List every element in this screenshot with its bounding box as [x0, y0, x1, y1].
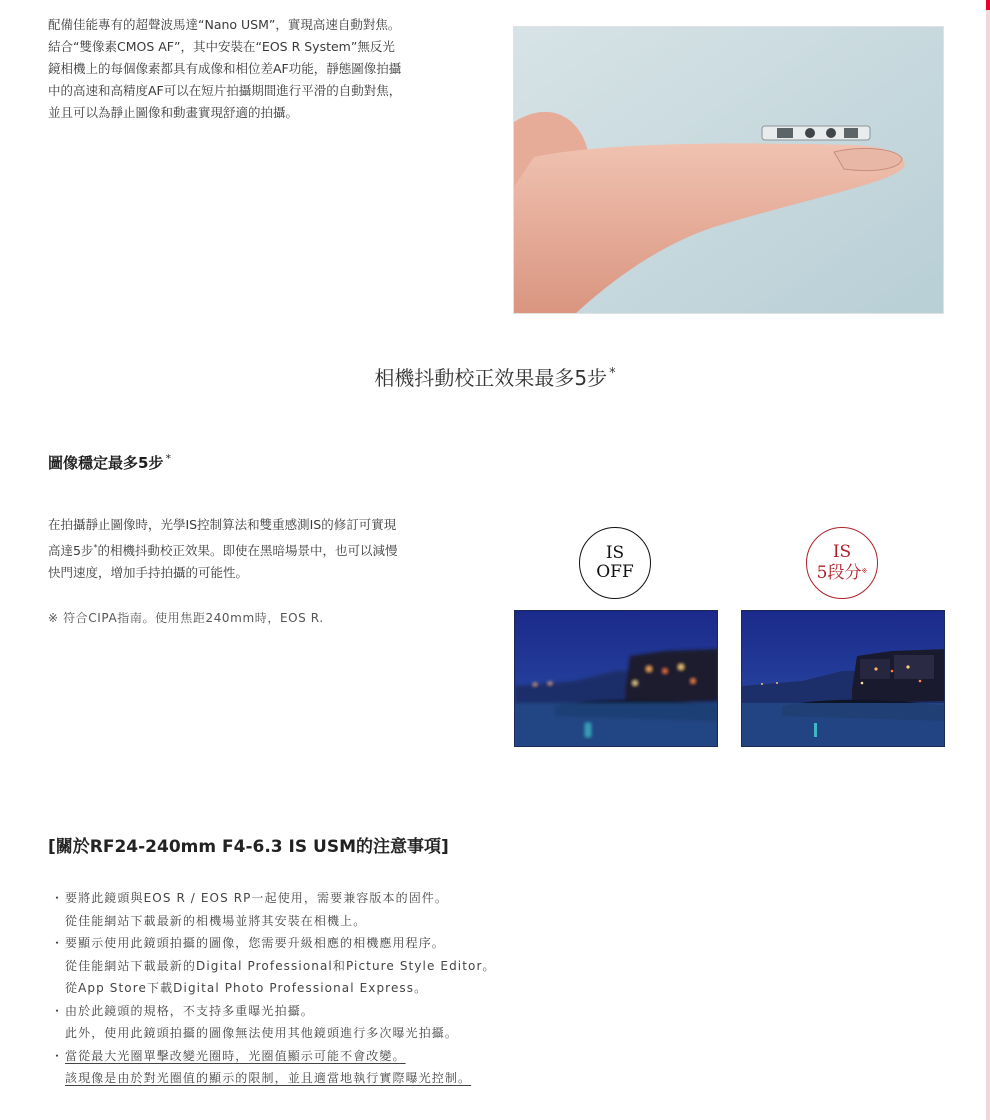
- stabilization-heading: [48, 452, 171, 473]
- note-line: 從佳能網站下載最新的Digital Professional和Picture Style Editor。: [65, 958, 496, 973]
- list-item: [48, 887, 948, 932]
- note-line: 從App Store下載Digital Photo Professional Express。: [65, 981, 428, 995]
- stabilization-heading-text: 圖像穩定最多5步: [48, 454, 164, 472]
- stabilization-line-pre: 高達5步: [48, 542, 94, 558]
- note-line: 要將此鏡頭與EOS R / EOS RP一起使用，需要兼容版本的固件。: [65, 891, 449, 905]
- is-off-badge: [579, 527, 651, 599]
- stabilization-line: 快門速度，增加手持拍攝的可能性。: [48, 565, 249, 580]
- intro-line: 鏡相機上的每個像素都具有成像和相位差AF功能，靜態圖像拍攝: [48, 61, 402, 76]
- stabilization-heading-mark: *: [165, 452, 171, 465]
- nano-usm-finger-photo: [513, 26, 944, 314]
- stabilization-line-post: 的相機抖動校正效果。即使在黑暗場景中，也可以減慢: [97, 542, 398, 558]
- stabilization-line-mark: *: [93, 542, 98, 552]
- note-line: 此外，使用此鏡頭拍攝的圖像無法使用其他鏡頭進行多次曝光拍攝。: [65, 1026, 459, 1040]
- is-on-sample-photo: [741, 610, 945, 747]
- list-item: [48, 932, 948, 1000]
- note-line: 該現像是由於對光圈值的顯示的限制，並且適當地執行實際曝光控制。: [65, 1071, 472, 1085]
- is-on-badge-top: IS: [832, 542, 852, 562]
- intro-line: 中的高速和高精度AF可以在短片拍攝期間進行平滑的自動對焦，: [48, 83, 402, 98]
- stabilization-paragraph: [48, 514, 503, 585]
- notes-list: [48, 887, 948, 1090]
- stabilization-line: 在拍攝靜止圖像時，光學IS控制算法和雙重感測IS的修訂可實現: [48, 517, 397, 532]
- stabilization-line: [48, 537, 503, 563]
- is-on-badge-mark: ※: [861, 567, 868, 575]
- note-line: 當從最大光圈單擊改變光圈時，光圈值顯示可能不會改變。: [65, 1048, 406, 1063]
- intro-line: 配備佳能專有的超聲波馬達“Nano USM”，實現高速自動對焦。: [48, 17, 401, 32]
- is-off-sample-photo: [514, 610, 718, 747]
- section-title-text: 相機抖動校正效果最多5步: [374, 366, 608, 390]
- list-item: [48, 1045, 948, 1090]
- notes-heading: [關於RF24-240mm F4-6.3 IS USM的注意事項]: [48, 837, 449, 857]
- intro-paragraph: [48, 14, 498, 124]
- intro-line: 並且可以為靜止圖像和動畫實現舒適的拍攝。: [48, 105, 299, 120]
- section-title: [0, 362, 990, 391]
- note-line: 要顯示使用此鏡頭拍攝的圖像，您需要升級相應的相機應用程序。: [65, 936, 445, 950]
- bullet-icon: ・: [51, 891, 65, 905]
- is-on-badge-bottom-wrap: [817, 562, 868, 583]
- is-off-badge-top: IS: [605, 543, 625, 563]
- note-line: 由於此鏡頭的規格，不支持多重曝光拍攝。: [65, 1003, 314, 1018]
- cipa-footnote: ※ 符合CIPA指南。使用焦距240mm時，EOS R.: [48, 611, 324, 625]
- list-item: [48, 1000, 948, 1045]
- bullet-icon: ・: [51, 1003, 65, 1018]
- page-edge-accent: [986, 0, 990, 1120]
- is-on-badge-bottom: 5段分: [816, 563, 862, 583]
- bullet-icon: ・: [51, 1048, 65, 1063]
- section-title-mark: *: [609, 366, 616, 381]
- intro-line: 結合“雙像素CMOS AF”，其中安裝在“EOS R System”無反光: [48, 39, 395, 54]
- is-off-badge-bottom: OFF: [596, 562, 634, 582]
- note-line: 從佳能網站下載最新的相機場並將其安裝在相機上。: [65, 913, 367, 928]
- is-on-badge: [806, 527, 878, 599]
- bullet-icon: ・: [51, 936, 65, 950]
